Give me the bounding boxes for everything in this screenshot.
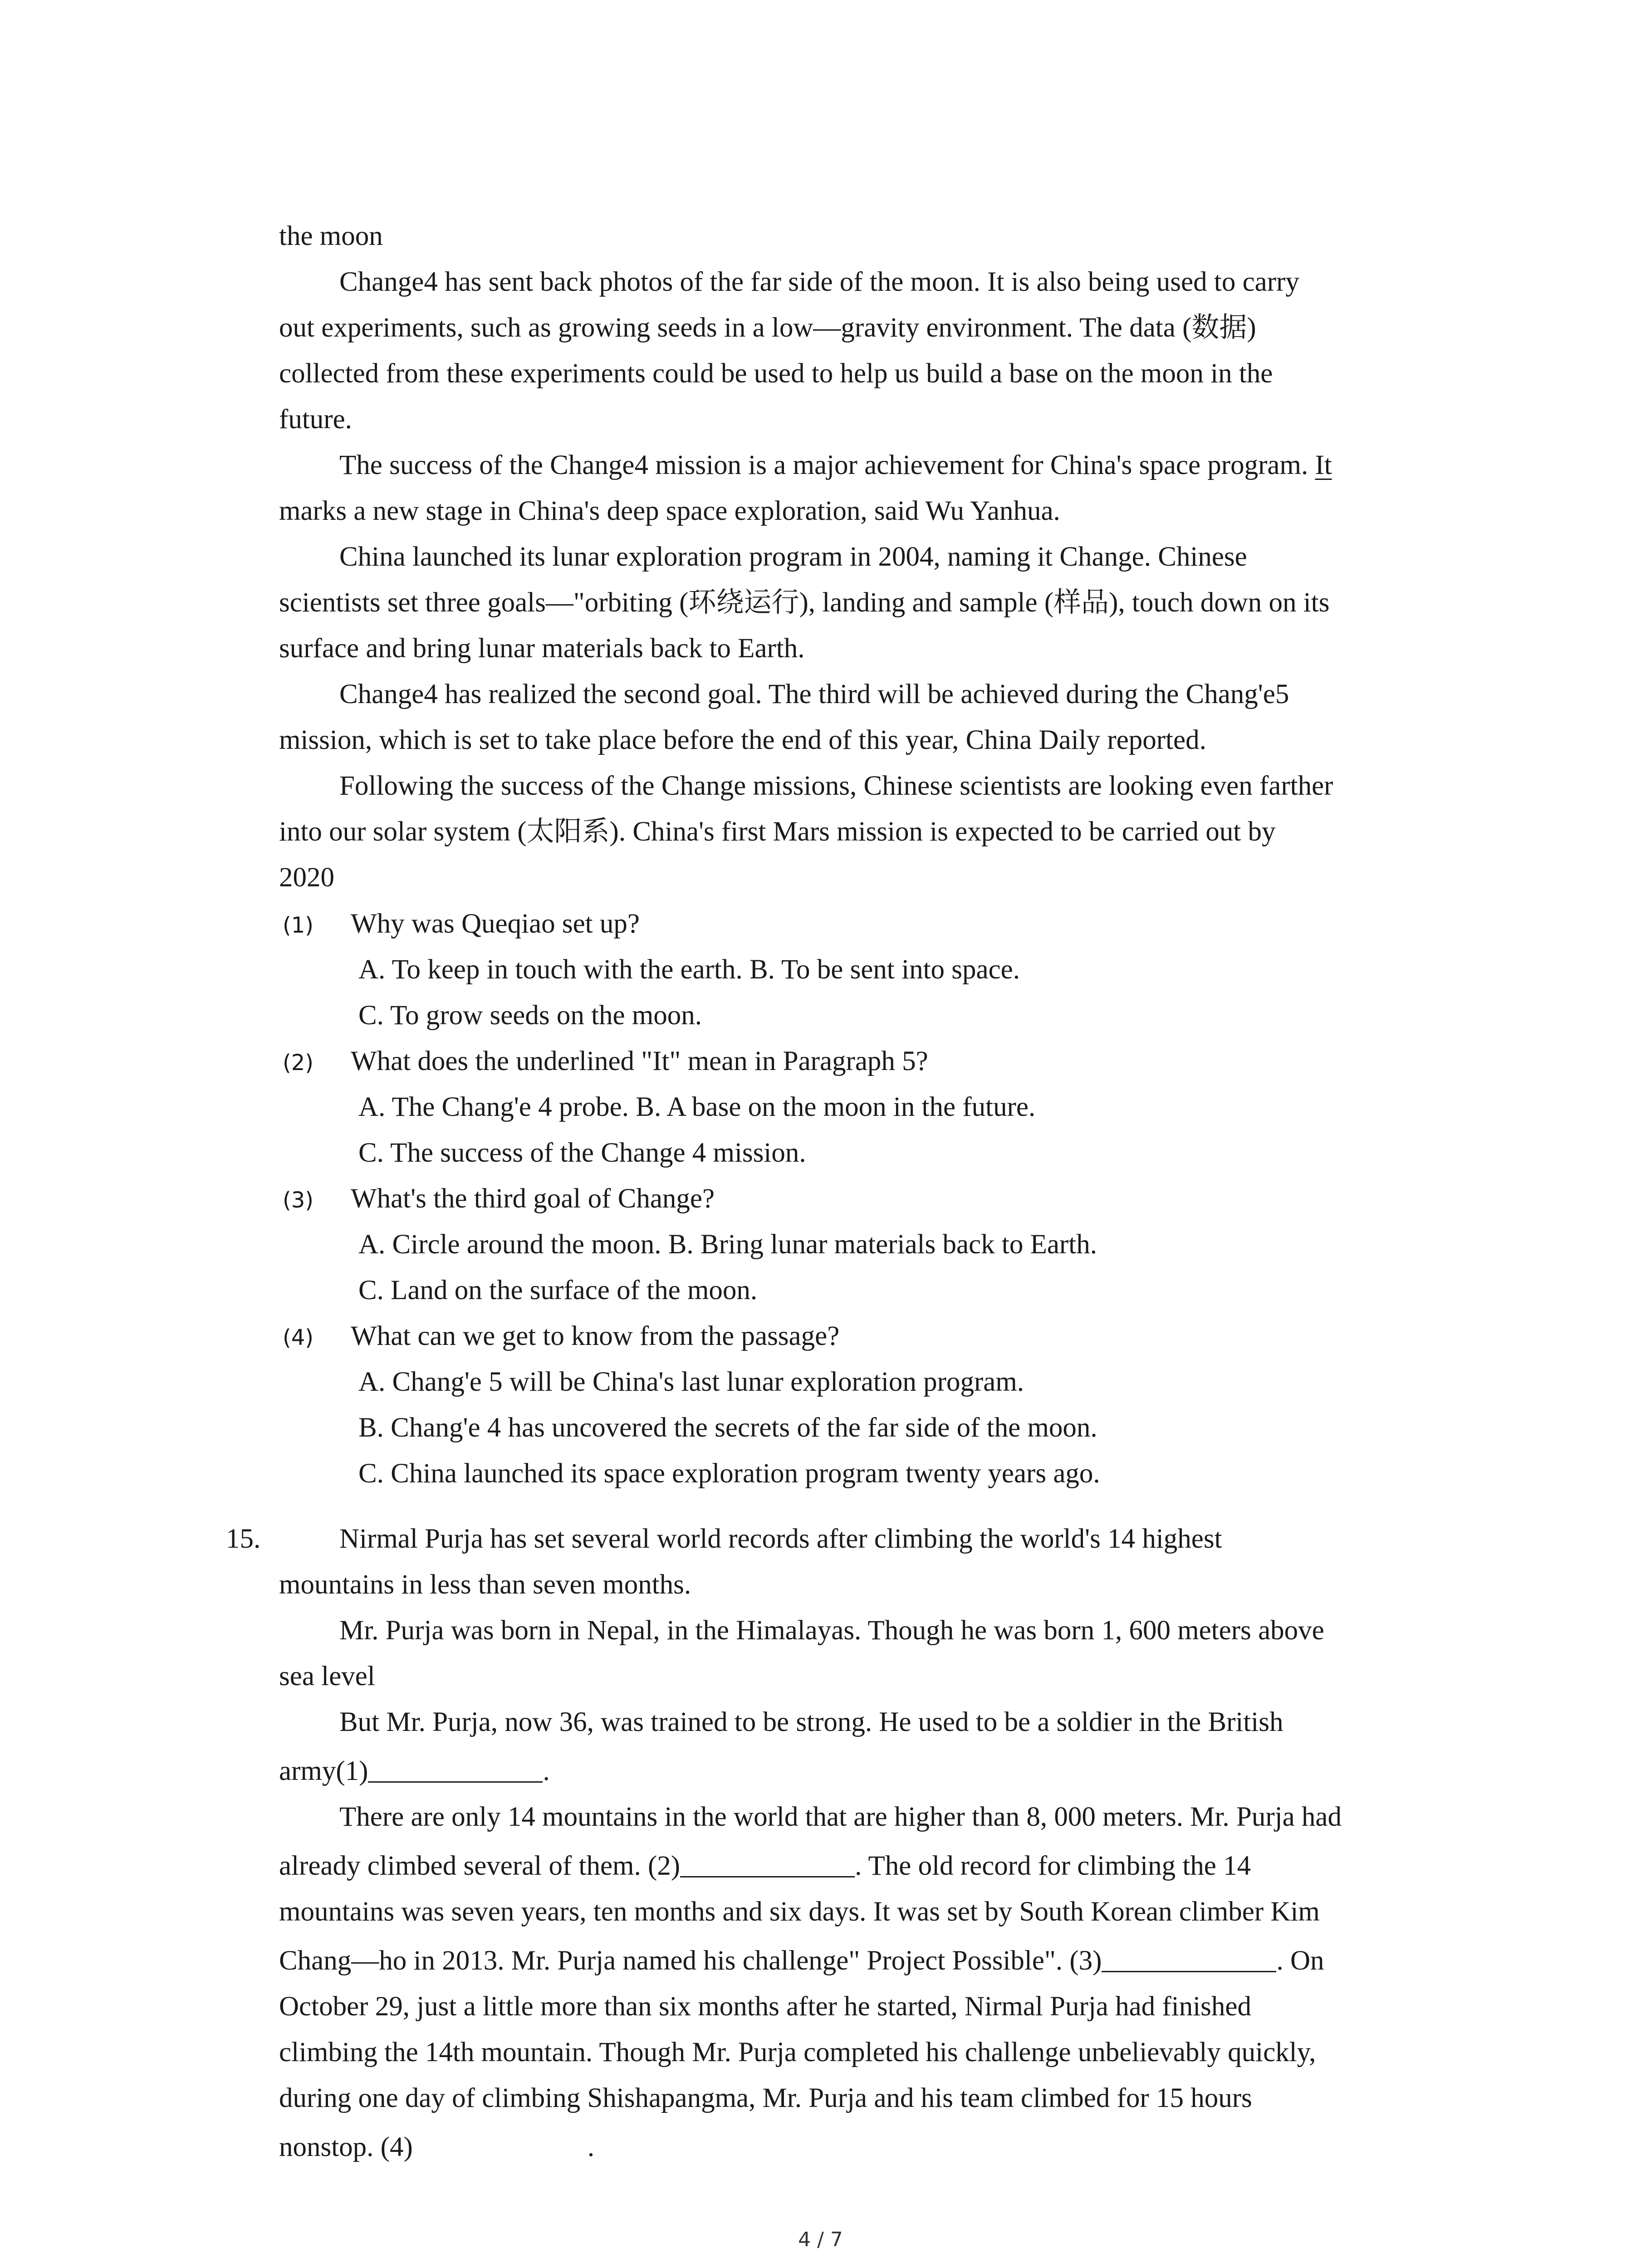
q15-text: . (587, 2132, 595, 2162)
underlined-it: It (1315, 450, 1332, 480)
question-options: B. Chang'e 4 has uncovered the secrets of the far side of the moon. (358, 1413, 1097, 1443)
question-number: (3) (283, 1188, 314, 1213)
q15-text: already climbed several of them. (2) (279, 1851, 681, 1881)
passage-text: The success of the Change4 mission is a major achievement for China's space program. (339, 450, 1315, 480)
passage-line: 2020 (279, 862, 334, 893)
passage-line: mission, which is set to take place before the end of this year, China Daily reported. (279, 725, 1206, 755)
passage-line: Change4 has sent back photos of the far side of the moon. It is also being used to carry (339, 267, 1299, 297)
question-options: C. Land on the surface of the moon. (358, 1275, 758, 1305)
passage-line: Change4 has realized the second goal. The third will be achieved during the Chang'e5 (339, 679, 1289, 709)
q15-text: . The old record for climbing the 14 (855, 1851, 1251, 1881)
q15-line (279, 1757, 550, 1785)
q15-line: mountains in less than seven months. (279, 1569, 691, 1600)
question-options: A. Circle around the moon. B. Bring lunar materials back to Earth. (358, 1229, 1097, 1260)
passage-line: surface and bring lunar materials back to Earth. (279, 633, 805, 664)
question-15-number: 15. (226, 1524, 261, 1554)
q15-text: . (543, 1756, 550, 1786)
passage-line: scientists set three goals—"orbiting (环绕运行), landing and sample (样品), touch down on its (279, 587, 1330, 618)
question-number: (2) (283, 1050, 314, 1075)
question-options: C. China launched its space exploration program twenty years ago. (358, 1458, 1100, 1489)
question-options: A. The Chang'e 4 probe. B. A base on the moon in the future. (358, 1092, 1036, 1122)
question-1 (283, 910, 640, 938)
question-3 (283, 1185, 715, 1212)
question-number: (4) (283, 1325, 314, 1350)
q15-text: Chang—ho in 2013. Mr. Purja named his challenge" Project Possible". (3) (279, 1945, 1102, 1976)
question-options: C. The success of the Change 4 mission. (358, 1138, 806, 1168)
passage-line: into our solar system (太阳系). China's first Mars mission is expected to be carried out by (279, 816, 1276, 847)
passage-line: future. (279, 404, 352, 435)
passage-line: out experiments, such as growing seeds in a low—gravity environment. The data (数据) (279, 313, 1256, 343)
blank-2[interactable] (680, 1876, 855, 1877)
q15-text: army(1) (279, 1756, 368, 1786)
q15-line (279, 1947, 1324, 1975)
question-text: What's the third goal of Change? (351, 1183, 715, 1214)
q15-line: during one day of climbing Shishapangma, Mr. Purja and his team climbed for 15 hours (279, 2083, 1252, 2113)
q15-line (279, 1852, 1251, 1880)
q15-text: . On (1276, 1945, 1324, 1976)
passage-line: China launched its lunar exploration program in 2004, naming it Change. Chinese (339, 542, 1247, 572)
question-options: C. To grow seeds on the moon. (358, 1000, 702, 1031)
passage-line (339, 451, 1332, 479)
blank-1[interactable] (368, 1781, 543, 1783)
q15-line: Mr. Purja was born in Nepal, in the Himalayas. Though he was born 1, 600 meters above (339, 1615, 1324, 1646)
question-options: A. Chang'e 5 will be China's last lunar exploration program. (358, 1367, 1024, 1397)
passage-line: collected from these experiments could be used to help us build a base on the moon in the (279, 358, 1273, 389)
question-text: What can we get to know from the passage? (351, 1321, 840, 1351)
q15-line (279, 2133, 594, 2161)
question-number: (1) (283, 913, 314, 938)
q15-line: October 29, just a little more than six months after he started, Nirmal Purja had finished (279, 1991, 1251, 2022)
q15-text: nonstop. (4) (279, 2132, 413, 2162)
passage-line: marks a new stage in China's deep space exploration, said Wu Yanhua. (279, 496, 1060, 526)
question-4 (283, 1322, 839, 1350)
q15-line: There are only 14 mountains in the world that are higher than 8, 000 meters. Mr. Purja had (339, 1802, 1342, 1832)
q15-line: Nirmal Purja has set several world records after climbing the world's 14 highest (339, 1524, 1222, 1554)
question-2 (283, 1047, 928, 1075)
q15-line: mountains was seven years, ten months and six days. It was set by South Korean climber Kim (279, 1897, 1320, 1927)
page-number: 4 / 7 (798, 2228, 843, 2251)
question-text: Why was Queqiao set up? (351, 909, 640, 939)
q15-line: sea level (279, 1661, 375, 1691)
passage-line: the moon (279, 221, 383, 251)
q15-line: But Mr. Purja, now 36, was trained to be strong. He used to be a soldier in the British (339, 1707, 1283, 1737)
passage-line: Following the success of the Change missions, Chinese scientists are looking even farther (339, 771, 1333, 801)
q15-line: climbing the 14th mountain. Though Mr. Purja completed his challenge unbelievably quickly, (279, 2037, 1316, 2068)
blank-3[interactable] (1102, 1970, 1276, 1972)
question-text: What does the underlined "It" mean in Paragraph 5? (351, 1046, 928, 1076)
question-options: A. To keep in touch with the earth. B. To be sent into space. (358, 954, 1020, 985)
